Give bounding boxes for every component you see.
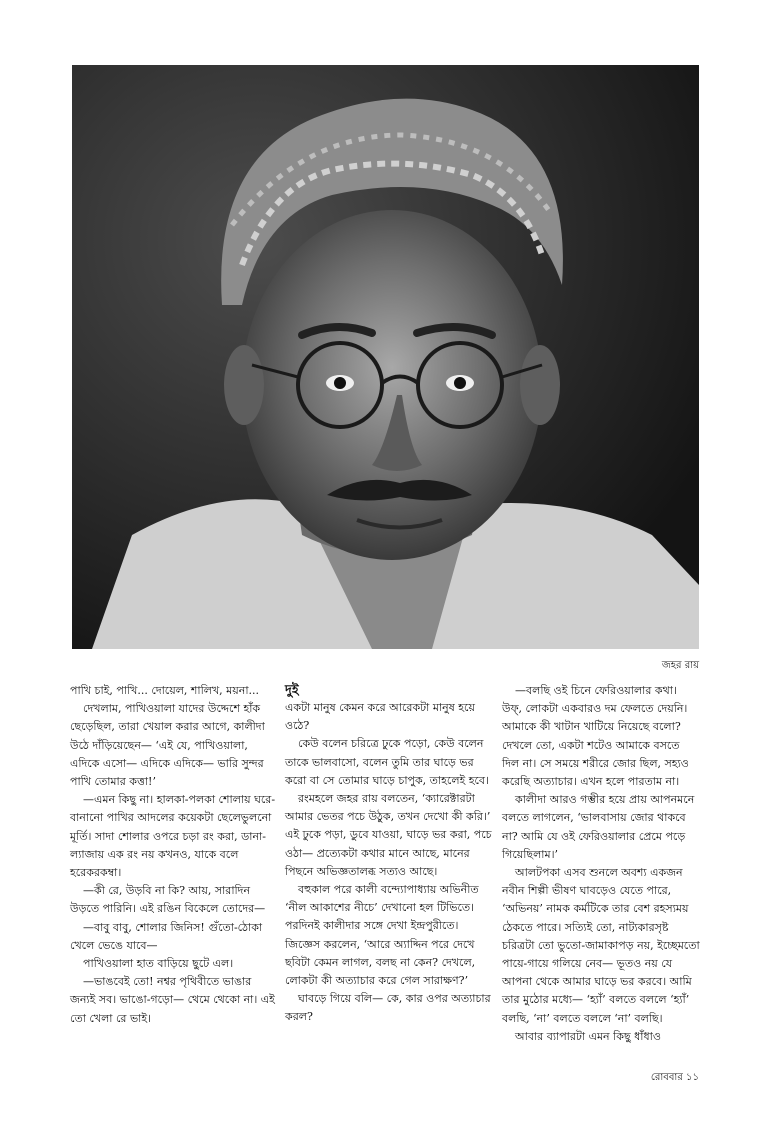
paragraph: পাখিওয়ালা হাত বাড়িয়ে ছুটে এল। (83, 957, 234, 971)
article-column-2 (285, 682, 495, 1027)
portrait-illustration (72, 65, 699, 649)
section-heading: দুই (285, 683, 299, 698)
paragraph: —এমন কিছু না। হালকা-পলকা শোলায় ঘরে-বানানো পাখির আদলের কয়েকটা ছেলেভুলনো মূর্তি। সাদা শোলার ওপরে চড়া রং করা, ডানা-ল্যাজায় এক রং নয় কখনও, যাকে বলে হরেকরকম্বা। (70, 793, 276, 880)
photo-caption: জহর রায় (661, 660, 699, 671)
paragraph: আলটপকা এসব শুনলে অবশ্য একজন নবীন শিল্পী ভীষণ ঘাবড়েও যেতে পারে, ‘অভিনয়’ নামক কর্মটিকে তার বেশ রহস্যময় ঠেকতে পারে। সত্যিই তো, নাট্যকারসৃষ্ট চরিত্রটা তো ভুতো-জামাকাপড় নয়, ইচ্ছেমতো পায়ে-গায়ে গলিয়ে নেব— ভূতও নয় যে আপনা থেকে আমার ঘাড়ে ভর করবে। আমি তার মুঠোর মধ্যে— ‘হ্যাঁ’ বলতে বললে ‘হ্যাঁ’ বলছি, ‘না’ বলতে বললে ‘না’ বলছি। (502, 866, 700, 1025)
portrait-photo (72, 65, 699, 649)
paragraph: বহুকাল পরে কালী বন্দ্যোপাধ্যায় অভিনীত ‘নীল আকাশের নীচে’ দেখানো হল টিভিতে। পরদিনই কালীদার সঙ্গে দেখা ইন্দ্রপুরীতে। জিজ্ঞেস করলেন, ‘আরে অ্যাদ্দিন পরে দেখে ছবিটা কেমন লাগল, বলছ না কেন? দেখলে, লোকটা কী অত্যাচার করে গেল সারাক্ষণ?’ (285, 883, 479, 988)
paragraph: আবার ব্যাপারটা এমন কিছু ধাঁধাও (515, 1029, 661, 1043)
article-column-1 (70, 682, 278, 1028)
paragraph: একটা মানুষ কেমন করে আরেকটা মানুষ হয়ে ওঠে? (285, 701, 475, 733)
paragraph: ঘাবড়ে গিয়ে বলি— কে, কার ওপর অত্যাচার করল? (285, 992, 491, 1024)
paragraph: রংমহলে জহর রায় বলতেন, ‘ক্যারেক্টারটা আমার ভেতর পচে উঠুক, তখন দেখো কী করি।’ এই ঢুকে পড়া, ডুবে যাওয়া, ঘাড়ে ভর করা, পচে ওঠা— প্রত্যেকটা কথার মানে আছে, মানের পিছনে অভিজ্ঞতালব্ধ সত্যও আছে। (285, 792, 492, 878)
paragraph: দেখলাম, পাখিওয়ালা যাদের উদ্দেশে হাঁক ছেড়েছিল, তারা খেয়াল করার আগে, কালীদা উঠে দাঁড়িয়েছেন— ‘এই যে, পাখিওয়ালা, এদিকে এসো— এদিকে এদিকে— ভারি সুন্দর পাখি তোমার কত্তা!’ (70, 702, 265, 789)
paragraph: —বাবু বাবু, শোলার জিনিস! গুঁতো-ঠোকা খেলে ভেঙে যাবে— (70, 920, 263, 952)
article-column-3 (502, 682, 700, 1046)
paragraph: —ভাঙবেই তো! নশ্বর পৃথিবীতে ভাঙার জন্যই সব। ভাঙো-গড়ো— থেমে থেকো না। এই তো খেলা রে ভাই। (70, 975, 275, 1025)
paragraph: পাখি চাই, পাখি... দোয়েল, শালিখ, ময়না... (70, 684, 259, 697)
paragraph: কেউ বলেন চরিত্রে ঢুকে পড়ো, কেউ বলেন তাকে ভালবাসো, বলেন তুমি তার ঘাড়ে ভর করো বা সে তোমার ঘাড়ে চাপুক, তাহলেই হবে। (285, 737, 489, 787)
paragraph: —কী রে, উড়বি না কি? আয়, সারাদিন উড়তে পারিনি। এই রঙিন বিকেলে তোদের— (70, 884, 266, 916)
paragraph: —বলছি ওই চিনে ফেরিওয়ালার কথা। উফ্, লোকটা একবারও দম ফেলতে দেয়নি। আমাকে কী খাটান খাটিয়ে নিয়েছে বলো? দেখলে তো, একটা শটেও আমাকে বসতে দিল না। সে সময়ে শরীরে জোর ছিল, সহ্যও করেছি অত্যাচার। এখন হলে পারতাম না। (502, 684, 689, 789)
page-folio: রোববার ১১ (650, 1072, 699, 1083)
paragraph: কালীদা আরও গম্ভীর হয়ে প্রায় আপনমনে বলতে লাগলেন, ‘ভালবাসায় জোর থাকবে না? আমি যে ওই ফেরিওয়ালার প্রেমে পড়ে গিয়েছিলাম।’ (502, 793, 695, 861)
